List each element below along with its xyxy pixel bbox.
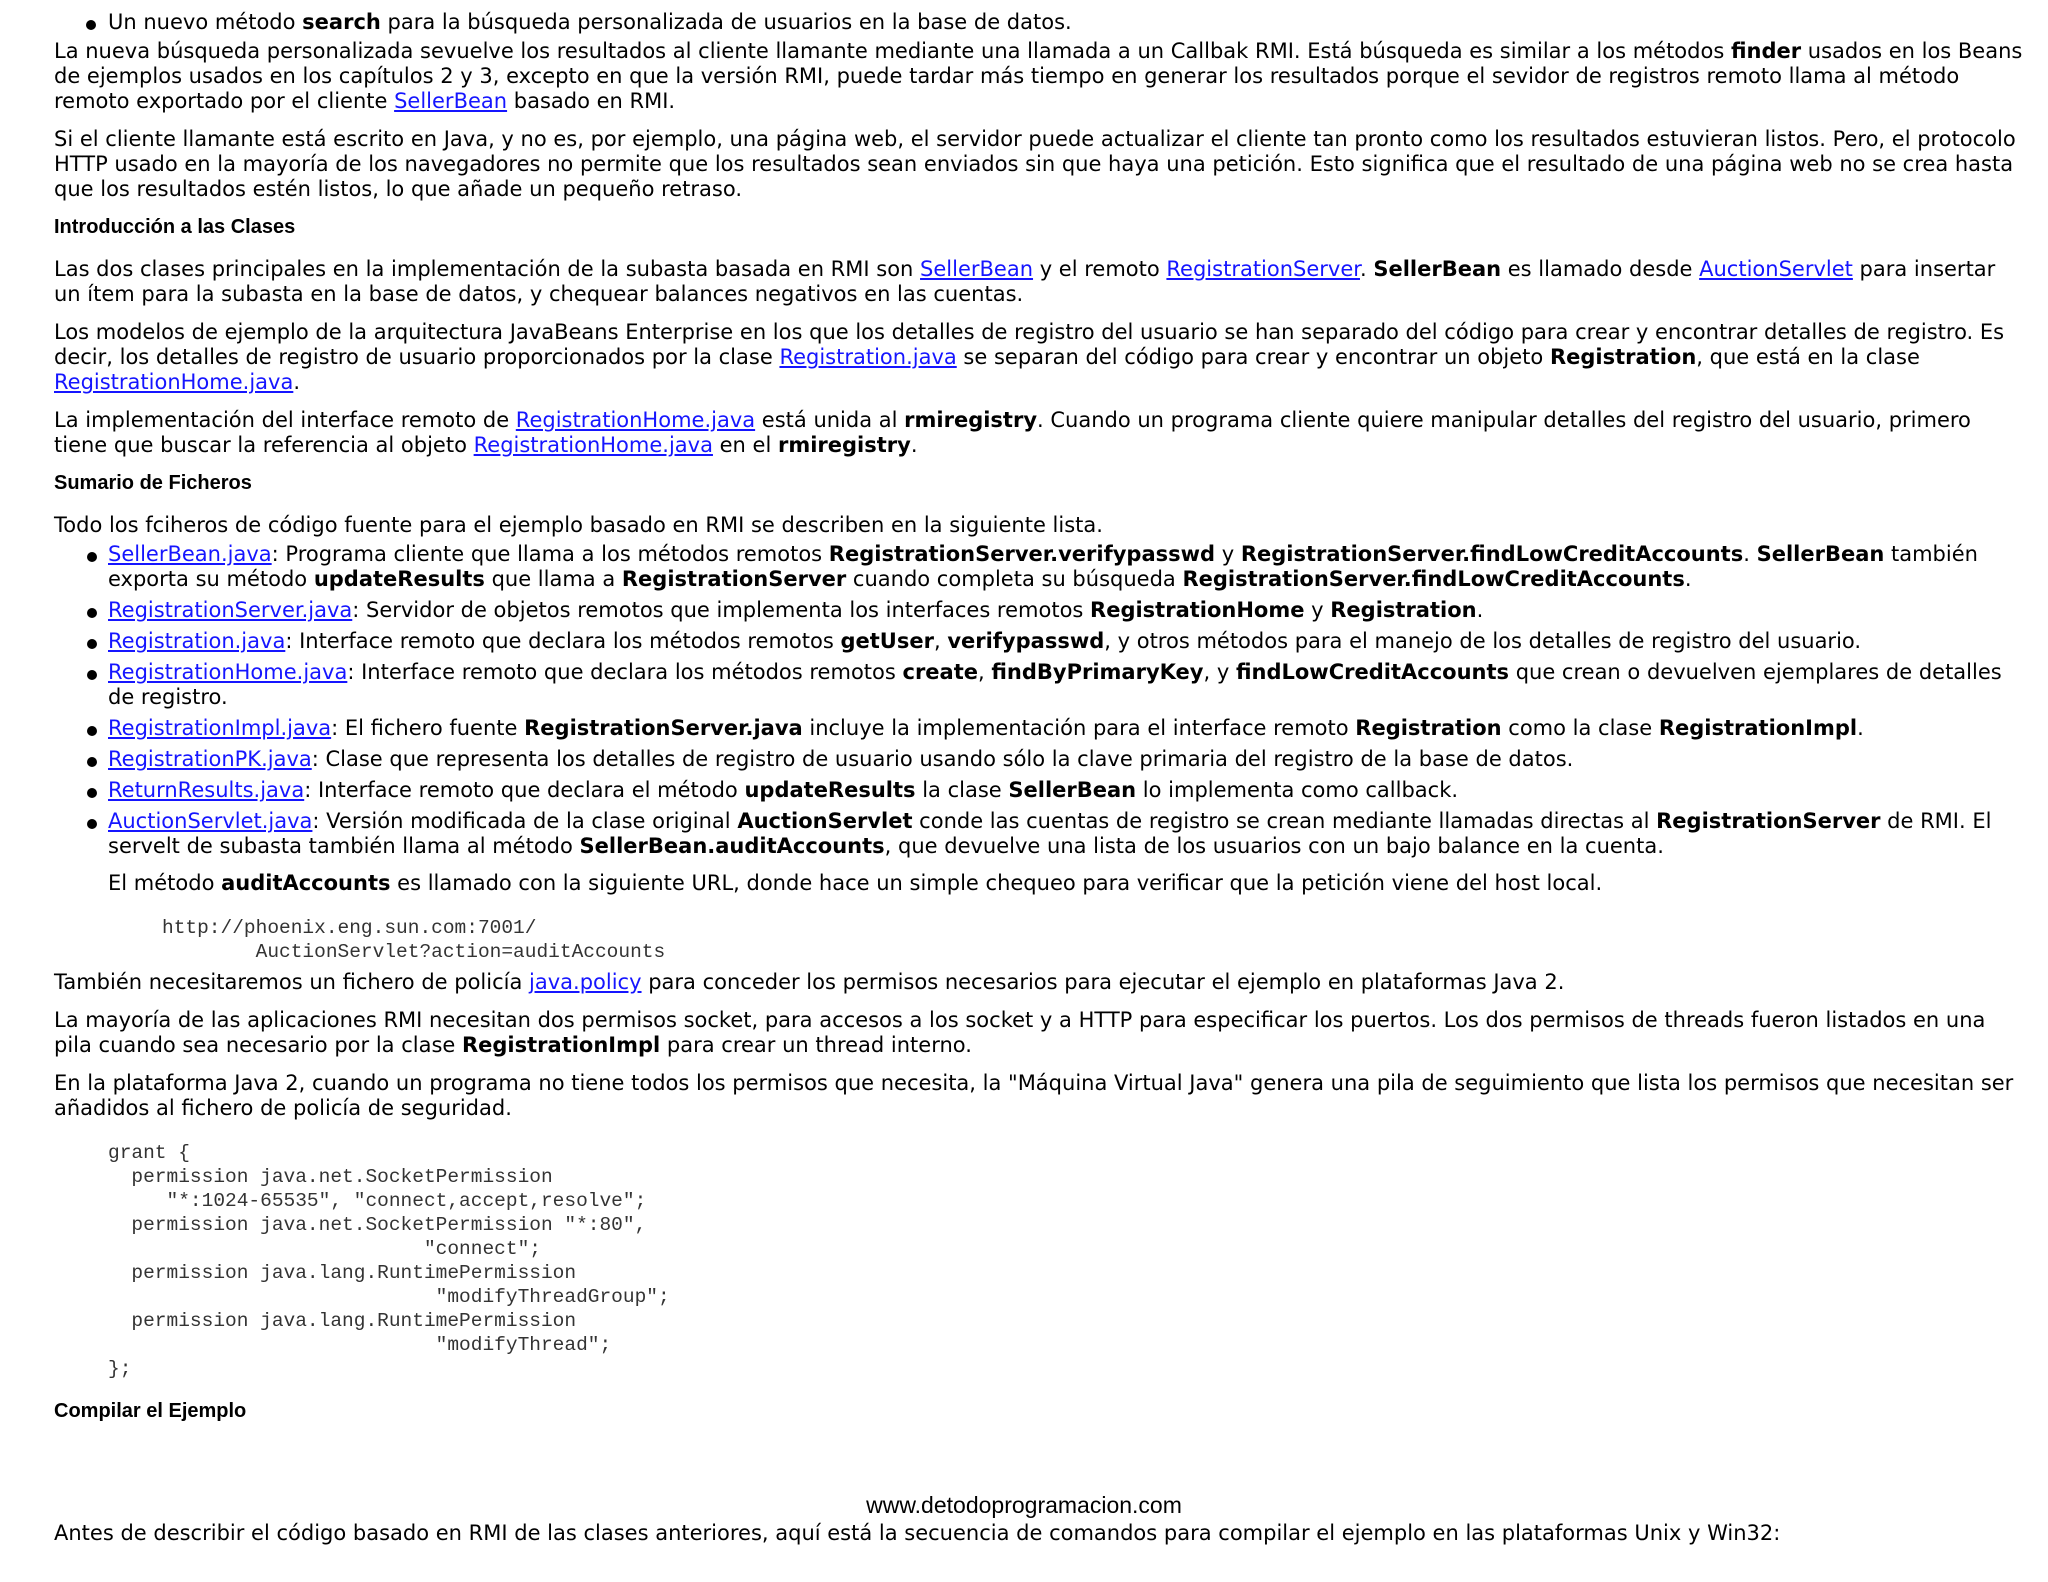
paragraph-audit-accounts: El método auditAccounts es llamado con la siguiente URL, donde hace un simple chequeo para verificar que la petición viene del host local. — [108, 871, 1603, 895]
paragraph-java-policy: También necesitaremos un fichero de policía java.policy para conceder los permisos necesarios para ejecutar el ejemplo en plataformas Java 2. — [54, 970, 1565, 994]
list-item-registrationserver: RegistrationServer.java: Servidor de objetos remotos que implementa los interfaces remotos RegistrationHome y Registration. — [108, 598, 2024, 623]
link-sellerbean-java[interactable]: SellerBean.java — [108, 542, 272, 566]
list-item-registrationpk: RegistrationPK.java: Clase que representa los detalles de registro de usuario usando sólo la clave primaria del registro de la base de datos. — [108, 747, 2024, 772]
list-item-registration: Registration.java: Interface remoto que declara los métodos remotos getUser, verifypasswd, y otros métodos para el manejo de los detalles de registro del usuario. — [108, 629, 2024, 654]
paragraph-main-classes: Las dos clases principales en la implementación de la subasta basada en RMI son SellerBean y el remoto RegistrationServer. SellerBean es llamado desde AuctionServlet para insertar un ítem para la subasta en la base de datos, y chequear balances negativos en las cuentas. — [54, 257, 1996, 306]
link-registrationhome-java[interactable]: RegistrationHome.java — [515, 408, 756, 432]
link-registrationhome-java[interactable]: RegistrationHome.java — [108, 660, 348, 684]
heading-intro-classes: Introducción a las Clases — [54, 216, 296, 238]
list-item-search-method: Un nuevo método search para la búsqueda personalizada de usuarios en la base de datos. — [54, 10, 2024, 35]
link-registrationserver[interactable]: RegistrationServer — [1166, 257, 1360, 281]
footer-watermark: www.detodoprogramacion.com — [866, 1492, 1182, 1518]
code-block-policy: grant { permission java.net.SocketPermission "*:1024-65535", "connect,accept,resolve"; permission java.net.SocketPermission "*:80", "connect"; permission java.lang.RuntimePermission "modifyThreadGroup"; permission java.lang.RuntimePermission "modifyThread"; }; — [108, 1142, 670, 1380]
list-item-sellerbean: SellerBean.java: Programa cliente que llama a los métodos remotos RegistrationServer.verifypasswd y RegistrationServer.findLowCreditAccounts. SellerBean también exporta su método updateResults que llama a RegistrationServer cuando completa su búsqueda RegistrationServer.findLowCreditAccounts. — [108, 542, 2024, 592]
paragraph-socket-permissions: La mayoría de las aplicaciones RMI necesitan dos permisos socket, para accesos a los socket y a HTTP para especificar los puertos. Los dos permisos de threads fueron listados en una pila cuando sea necesario por la clase RegistrationImpl para crear un thread interno. — [54, 1008, 1986, 1057]
paragraph-files-intro: Todo los fciheros de código fuente para el ejemplo basado en RMI se describen en la siguiente lista. — [54, 513, 1103, 537]
link-registrationhome-java[interactable]: RegistrationHome.java — [473, 433, 713, 457]
link-auctionservlet-java[interactable]: AuctionServlet.java — [108, 809, 313, 833]
list-item-returnresults: ReturnResults.java: Interface remoto que declara el método updateResults la clase SellerBean lo implementa como callback. — [108, 778, 2024, 803]
list-item-registrationhome: RegistrationHome.java: Interface remoto que declara los métodos remotos create, findByPrimaryKey, y findLowCreditAccounts que crean o devuelven ejemplares de detalles de registro. — [108, 660, 2024, 710]
link-registrationimpl-java[interactable]: RegistrationImpl.java — [108, 716, 332, 740]
paragraph-rmiregistry: La implementación del interface remoto de RegistrationHome.java está unida al rmiregistry. Cuando un programa cliente quiere manipular detalles del registro del usuario, primero tiene que buscar la referencia al objeto RegistrationHome.java en el rmiregistry. — [54, 408, 1971, 457]
link-java-policy[interactable]: java.policy — [529, 970, 642, 994]
link-auctionservlet[interactable]: AuctionServlet — [1699, 257, 1853, 281]
link-registration-java[interactable]: Registration.java — [779, 345, 957, 369]
link-returnresults-java[interactable]: ReturnResults.java — [108, 778, 305, 802]
files-list — [54, 542, 2024, 896]
code-block-url: http://phoenix.eng.sun.com:7001/ AuctionServlet?action=auditAccounts — [162, 917, 666, 963]
link-registrationpk-java[interactable]: RegistrationPK.java — [108, 747, 312, 771]
link-registrationhome-java[interactable]: RegistrationHome.java — [54, 370, 294, 394]
list-item-registrationimpl: RegistrationImpl.java: El fichero fuente RegistrationServer.java incluye la implementación para el interface remoto Registration como la clase RegistrationImpl. — [108, 716, 2024, 741]
document-body — [54, 10, 2024, 1423]
link-registrationserver-java[interactable]: RegistrationServer.java — [108, 598, 353, 622]
link-registration-java[interactable]: Registration.java — [108, 629, 286, 653]
heading-files-summary: Sumario de Ficheros — [54, 472, 252, 494]
paragraph-stack-trace: En la plataforma Java 2, cuando un programa no tiene todos los permisos que necesita, la "Máquina Virtual Java" genera una pila de seguimiento que lista los permisos que necesitan ser añadidos al fichero de policía de seguridad. — [54, 1071, 2014, 1120]
paragraph-http-delay: Si el cliente llamante está escrito en Java, y no es, por ejemplo, una página web, el servidor puede actualizar el cliente tan pronto como los resultados estuvieran listos. Pero, el protocolo HTTP usado en la mayoría de los navegadores no permite que los resultados sean enviados sin que haya una petición. Esto significa que el resultado de una página web no se crea hasta que los resultados estén listos, lo que añade un pequeño retraso. — [54, 127, 2016, 201]
heading-compile-example: Compilar el Ejemplo — [54, 1400, 247, 1422]
paragraph-compile-intro: Antes de describir el código basado en RMI de las clases anteriores, aquí está la secuencia de comandos para compilar el ejemplo en las plataformas Unix y Win32: — [54, 1521, 1781, 1545]
list-item-auctionservlet: AuctionServlet.java: Versión modificada de la clase original AuctionServlet conde las cuentas de registro se crean mediante llamadas directas al RegistrationServer de RMI. El servelt de subasta también llama al método SellerBean.auditAccounts, que devuelve una lista de los usuarios con un bajo balance en la cuenta. El método auditAccounts es llamado con la siguiente URL, donde hace un simple chequeo para verificar que la petición viene del host local. — [108, 809, 2024, 896]
link-sellerbean[interactable]: SellerBean — [394, 89, 508, 113]
paragraph-ejb-models: Los modelos de ejemplo de la arquitectura JavaBeans Enterprise en los que los detalles de registro del usuario se han separado del código para crear y encontrar detalles de registro. Es decir, los detalles de registro de usuario proporcionados por la clase Registration.java se separan del código para crear y encontrar un objeto Registration, que está en la clase RegistrationHome.java. — [54, 320, 2005, 394]
paragraph-custom-search: La nueva búsqueda personalizada sevuelve los resultados al cliente llamante mediante una llamada a un Callbak RMI. Está búsqueda es similar a los métodos finder usados en los Beans de ejemplos usados en los capítulos 2 y 3, excepto en que la versión RMI, puede tardar más tiempo en generar los resultados porque el sevidor de registros remoto llama al método remoto exportado por el cliente SellerBean basado en RMI. — [54, 39, 2023, 113]
link-sellerbean[interactable]: SellerBean — [920, 257, 1034, 281]
